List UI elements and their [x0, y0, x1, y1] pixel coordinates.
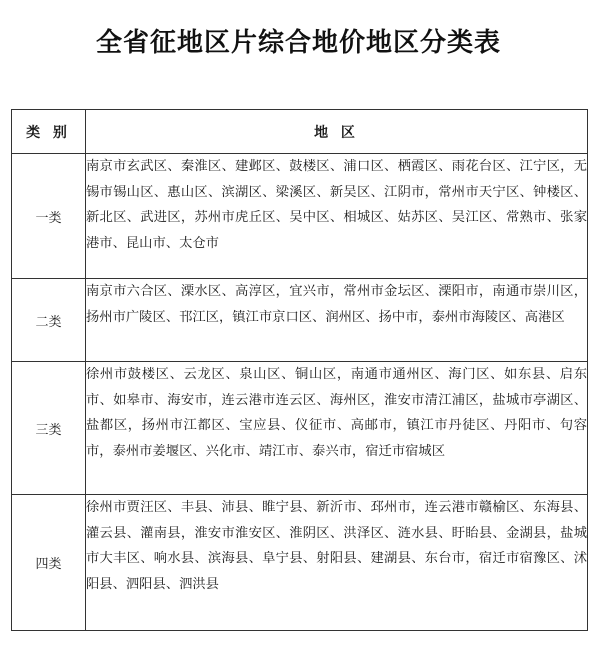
- table-header-row: [12, 110, 588, 154]
- table-row: [12, 279, 588, 362]
- table-row: [12, 154, 588, 279]
- category-cell: 一类: [12, 154, 86, 279]
- table-row: [12, 495, 588, 631]
- regions-cell: 南京市玄武区、秦淮区、建邺区、鼓楼区、浦口区、栖霞区、雨花台区、江宁区，无锡市锡山区、惠山区、滨湖区、梁溪区、新吴区、江阴市，常州市天宁区、钟楼区、新北区、武进区，苏州市虎丘区、吴中区、相城区、姑苏区、吴江区、常熟市、张家港市、昆山市、太仓市: [86, 154, 588, 279]
- document-title: 全省征地区片综合地价地区分类表: [95, 28, 501, 58]
- regions-cell: 徐州市贾汪区、丰县、沛县、睢宁县、新沂市、邳州市，连云港市赣榆区、东海县、灌云县、灌南县，淮安市淮安区、淮阴区、洪泽区、涟水县、盱眙县、金湖县，盐城市大丰区、响水县、滨海县、阜宁县、射阳县、建湖县、东台市，宿迁市宿豫区、沭阳县、泗阳县、泗洪县: [86, 495, 588, 631]
- category-cell: 二类: [12, 279, 86, 362]
- regions-cell: 南京市六合区、溧水区、高淳区，宜兴市，常州市金坛区、溧阳市，南通市崇川区，扬州市广陵区、邗江区，镇江市京口区、润州区、扬中市，泰州市海陵区、高港区: [86, 279, 588, 362]
- table-row: [12, 362, 588, 495]
- category-cell: 三类: [12, 362, 86, 495]
- region-classification-table: [11, 109, 588, 631]
- regions-cell: 徐州市鼓楼区、云龙区、泉山区、铜山区，南通市通州区、海门区、如东县、启东市、如皋市、海安市，连云港市连云区、海州区，淮安市清江浦区，盐城市亭湖区、盐都区，扬州市江都区、宝应县、仪征市、高邮市，镇江市丹徒区、丹阳市、句容市，泰州市姜堰区、兴化市、靖江市、泰兴市，宿迁市宿城区: [86, 362, 588, 495]
- header-region: 地 区: [86, 110, 588, 154]
- category-cell: 四类: [12, 495, 86, 631]
- header-category: 类 别: [12, 110, 86, 154]
